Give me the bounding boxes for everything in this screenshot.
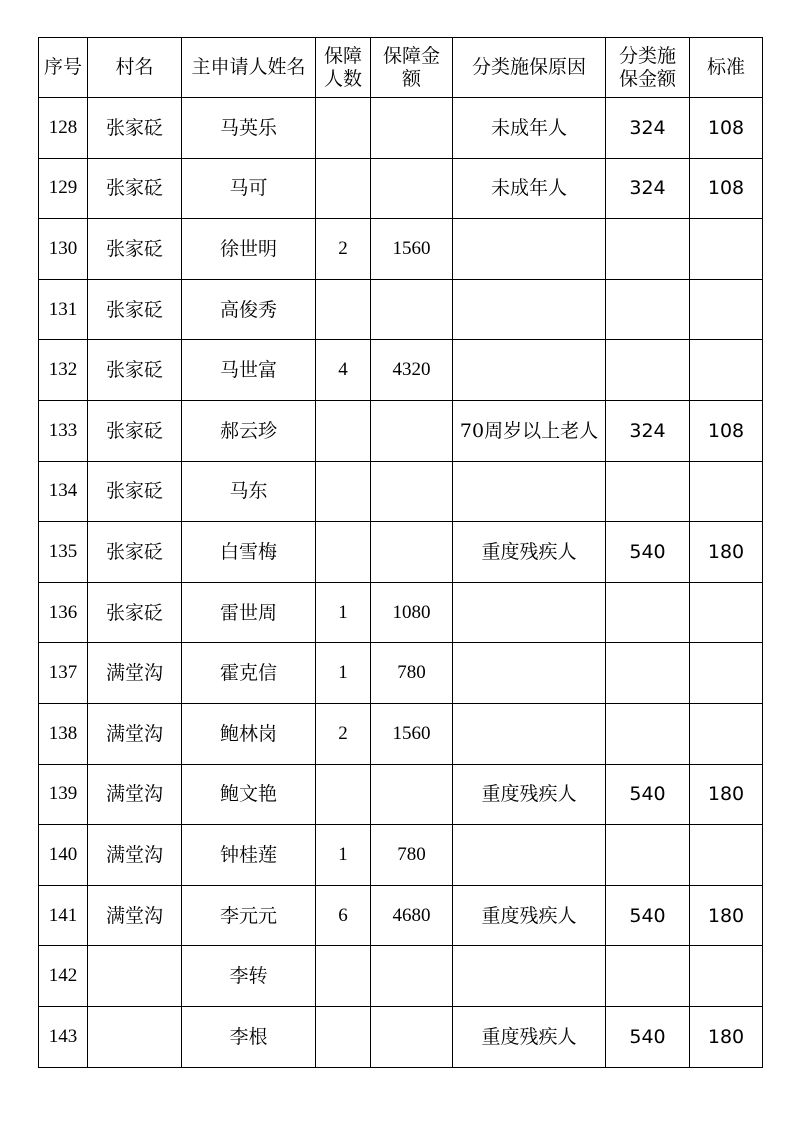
cell-applicant: 马世富	[182, 340, 316, 401]
cell-amount	[371, 522, 453, 583]
cell-village	[88, 946, 182, 1007]
cell-village: 满堂沟	[88, 703, 182, 764]
cell-village: 张家砭	[88, 158, 182, 219]
table-row	[39, 825, 763, 886]
cell-reason	[453, 582, 606, 643]
cell-seq: 139	[39, 764, 88, 825]
cell-seq: 131	[39, 279, 88, 340]
header-row	[39, 38, 763, 98]
cell-village: 张家砭	[88, 340, 182, 401]
cell-class-amount: 540	[606, 1006, 690, 1067]
cell-class-amount: 540	[606, 522, 690, 583]
cell-count	[316, 946, 371, 1007]
cell-amount: 780	[371, 825, 453, 886]
cell-class-amount: 324	[606, 158, 690, 219]
cell-class-amount	[606, 340, 690, 401]
cell-reason	[453, 461, 606, 522]
cell-class-amount: 324	[606, 400, 690, 461]
table-row	[39, 98, 763, 159]
cell-seq: 140	[39, 825, 88, 886]
cell-count: 1	[316, 643, 371, 704]
cell-standard: 180	[690, 764, 763, 825]
cell-standard: 108	[690, 98, 763, 159]
cell-applicant: 徐世明	[182, 219, 316, 280]
cell-reason	[453, 279, 606, 340]
cell-seq: 133	[39, 400, 88, 461]
cell-seq: 143	[39, 1006, 88, 1067]
cell-class-amount	[606, 582, 690, 643]
header-village: 村名	[88, 38, 182, 98]
cell-village: 张家砭	[88, 582, 182, 643]
cell-applicant: 马英乐	[182, 98, 316, 159]
cell-amount	[371, 98, 453, 159]
cell-count	[316, 279, 371, 340]
cell-class-amount	[606, 825, 690, 886]
cell-reason: 重度残疾人	[453, 885, 606, 946]
header-count-label: 保障人数	[323, 44, 362, 90]
cell-reason: 重度残疾人	[453, 764, 606, 825]
table-row	[39, 158, 763, 219]
header-seq: 序号	[39, 38, 88, 98]
cell-count	[316, 98, 371, 159]
cell-village: 张家砭	[88, 279, 182, 340]
cell-reason	[453, 946, 606, 1007]
cell-standard: 180	[690, 522, 763, 583]
cell-amount	[371, 461, 453, 522]
cell-class-amount: 324	[606, 98, 690, 159]
cell-seq: 132	[39, 340, 88, 401]
header-class-amount	[606, 38, 690, 98]
cell-class-amount	[606, 643, 690, 704]
cell-amount	[371, 764, 453, 825]
cell-standard	[690, 340, 763, 401]
cell-amount	[371, 158, 453, 219]
table-row	[39, 764, 763, 825]
cell-applicant: 雷世周	[182, 582, 316, 643]
cell-class-amount: 540	[606, 764, 690, 825]
cell-seq: 134	[39, 461, 88, 522]
cell-reason: 重度残疾人	[453, 522, 606, 583]
header-count	[316, 38, 371, 98]
cell-applicant: 李转	[182, 946, 316, 1007]
header-applicant	[182, 38, 316, 98]
cell-standard	[690, 643, 763, 704]
cell-seq: 130	[39, 219, 88, 280]
cell-count: 6	[316, 885, 371, 946]
cell-seq: 129	[39, 158, 88, 219]
cell-count	[316, 764, 371, 825]
cell-class-amount	[606, 461, 690, 522]
cell-reason	[453, 643, 606, 704]
cell-count: 1	[316, 825, 371, 886]
table-row	[39, 946, 763, 1007]
header-reason: 分类施保原因	[453, 38, 606, 98]
cell-applicant: 郝云珍	[182, 400, 316, 461]
cell-applicant: 高俊秀	[182, 279, 316, 340]
cell-amount	[371, 400, 453, 461]
cell-standard: 108	[690, 158, 763, 219]
cell-applicant: 鲍文艳	[182, 764, 316, 825]
cell-village: 张家砭	[88, 522, 182, 583]
table-row	[39, 461, 763, 522]
cell-reason	[453, 825, 606, 886]
cell-village: 满堂沟	[88, 643, 182, 704]
cell-count: 2	[316, 703, 371, 764]
cell-village: 满堂沟	[88, 885, 182, 946]
table-row	[39, 643, 763, 704]
cell-village	[88, 1006, 182, 1067]
cell-village: 张家砭	[88, 98, 182, 159]
cell-standard	[690, 582, 763, 643]
cell-class-amount	[606, 703, 690, 764]
cell-seq: 142	[39, 946, 88, 1007]
cell-count: 2	[316, 219, 371, 280]
cell-applicant: 马可	[182, 158, 316, 219]
cell-applicant: 钟桂莲	[182, 825, 316, 886]
cell-amount: 4680	[371, 885, 453, 946]
cell-class-amount	[606, 279, 690, 340]
cell-village: 满堂沟	[88, 825, 182, 886]
cell-village: 张家砭	[88, 219, 182, 280]
header-class-amount-label: 分类施保金额	[618, 44, 676, 90]
cell-reason	[453, 703, 606, 764]
table-row	[39, 582, 763, 643]
cell-amount: 1560	[371, 703, 453, 764]
cell-reason: 重度残疾人	[453, 1006, 606, 1067]
cell-reason: 未成年人	[453, 98, 606, 159]
cell-applicant: 李元元	[182, 885, 316, 946]
cell-standard: 180	[690, 1006, 763, 1067]
cell-count	[316, 522, 371, 583]
cell-class-amount	[606, 946, 690, 1007]
cell-standard: 180	[690, 885, 763, 946]
cell-standard	[690, 946, 763, 1007]
cell-standard	[690, 279, 763, 340]
cell-amount	[371, 1006, 453, 1067]
cell-amount: 780	[371, 643, 453, 704]
header-standard: 标准	[690, 38, 763, 98]
cell-standard	[690, 461, 763, 522]
table-row	[39, 340, 763, 401]
table-row	[39, 885, 763, 946]
table-row	[39, 1006, 763, 1067]
cell-village: 张家砭	[88, 400, 182, 461]
cell-applicant: 鲍林岗	[182, 703, 316, 764]
cell-seq: 137	[39, 643, 88, 704]
cell-amount: 4320	[371, 340, 453, 401]
cell-reason	[453, 340, 606, 401]
cell-seq: 135	[39, 522, 88, 583]
cell-count	[316, 1006, 371, 1067]
table-row	[39, 219, 763, 280]
cell-applicant: 白雪梅	[182, 522, 316, 583]
header-applicant-label: 主申请人姓名	[191, 56, 306, 78]
table-row	[39, 400, 763, 461]
cell-reason: 70周岁以上老人	[453, 400, 606, 461]
cell-village: 满堂沟	[88, 764, 182, 825]
document-sheet	[38, 37, 762, 1068]
cell-class-amount	[606, 219, 690, 280]
cell-count: 4	[316, 340, 371, 401]
cell-amount	[371, 279, 453, 340]
cell-seq: 138	[39, 703, 88, 764]
cell-reason: 未成年人	[453, 158, 606, 219]
cell-standard: 108	[690, 400, 763, 461]
cell-count	[316, 400, 371, 461]
cell-amount: 1560	[371, 219, 453, 280]
cell-count	[316, 461, 371, 522]
cell-seq: 141	[39, 885, 88, 946]
cell-applicant: 李根	[182, 1006, 316, 1067]
table-row	[39, 279, 763, 340]
cell-seq: 128	[39, 98, 88, 159]
cell-reason	[453, 219, 606, 280]
cell-amount	[371, 946, 453, 1007]
cell-village: 张家砭	[88, 461, 182, 522]
cell-count	[316, 158, 371, 219]
cell-count: 1	[316, 582, 371, 643]
table-row	[39, 703, 763, 764]
cell-seq: 136	[39, 582, 88, 643]
header-amount	[371, 38, 453, 98]
cell-applicant: 马东	[182, 461, 316, 522]
cell-standard	[690, 825, 763, 886]
cell-class-amount: 540	[606, 885, 690, 946]
table-body	[39, 98, 763, 1068]
cell-standard	[690, 703, 763, 764]
cell-applicant: 霍克信	[182, 643, 316, 704]
cell-standard	[690, 219, 763, 280]
header-amount-label: 保障金额	[382, 44, 440, 90]
table-row	[39, 522, 763, 583]
assistance-table	[38, 37, 763, 1068]
cell-amount: 1080	[371, 582, 453, 643]
